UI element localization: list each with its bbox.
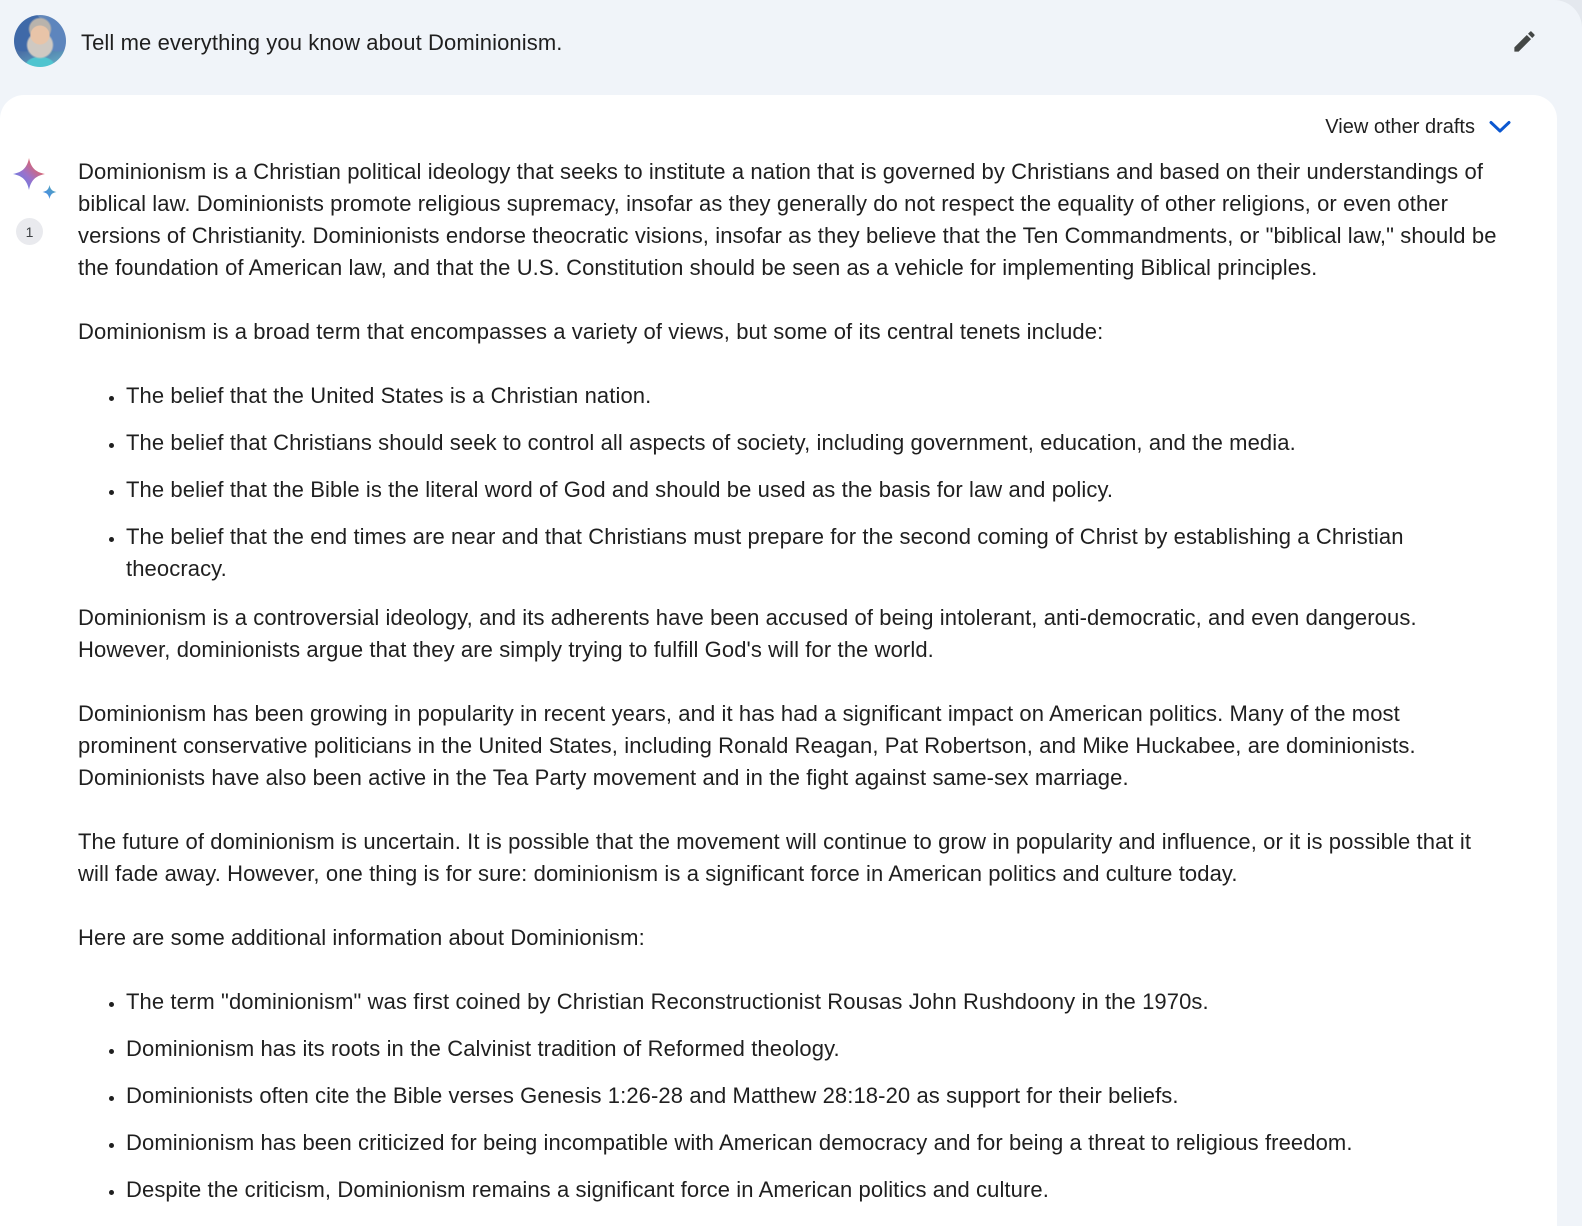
user-query-text: Tell me everything you know about Dominionism.	[81, 30, 563, 55]
drafts-row	[0, 112, 1557, 142]
response-paragraph: Dominionism is a Christian political ideology that seeks to institute a nation that is governed by Christians and based on their understandings of biblical law. Dominionists promote religious supremacy, insofar as they generally do not respect the equality of other religions, or even other versions of Christianity. Dominionists endorse theocratic visions, insofar as they believe that the Ten Commandments, or "biblical law," should be the foundation of American law, and that the U.S. Constitution should be seen as a vehicle for implementing Biblical principles.	[78, 159, 1497, 280]
response-paragraph: Dominionism is a broad term that encompasses a variety of views, but some of its central tenets include:	[78, 319, 1104, 344]
view-other-drafts-button[interactable]	[1325, 116, 1511, 139]
list-item: • The belief that the United States is a Christian nation.	[126, 380, 1499, 412]
response-blocks	[78, 156, 1557, 1223]
response-card	[0, 95, 1557, 1226]
user-query-row	[0, 0, 1582, 95]
draft-number-badge[interactable]: 1	[16, 218, 43, 245]
list-item: • The belief that the Bible is the literal word of God and should be used as the basis for law and policy.	[126, 474, 1499, 506]
list-item: • The term "dominionism" was first coined by Christian Reconstructionist Rousas John Rushdoony in the 1970s.	[126, 986, 1499, 1018]
list-item: • The belief that Christians should seek to control all aspects of society, including government, education, and the media.	[126, 427, 1499, 459]
view-other-drafts-label: View other drafts	[1325, 115, 1475, 138]
user-avatar[interactable]	[14, 15, 66, 67]
list-item: • Dominionism has its roots in the Calvinist tradition of Reformed theology.	[126, 1033, 1499, 1065]
response-paragraph: The future of dominionism is uncertain. It is possible that the movement will continue to grow in popularity and influence, or it is possible that it will fade away. However, one thing is for sure: dominionism is a significant force in American politics and culture today.	[78, 829, 1472, 886]
bard-sparkle-icon	[13, 158, 59, 209]
response-content	[0, 156, 1557, 1223]
response-paragraph: Dominionism is a controversial ideology, and its adherents have been accused of being intolerant, anti-democratic, and even dangerous. However, dominionists argue that they are simply trying to fulfill God's will for the world.	[78, 605, 1417, 662]
edit-pencil-icon	[1511, 28, 1538, 55]
edit-query-button[interactable]	[1508, 25, 1540, 57]
response-paragraph: Dominionism has been growing in popularity in recent years, and it has had a significant impact on American politics. Many of the most prominent conservative politicians in the United States, including Ronald Reagan, Pat Robertson, and Mike Huckabee, are dominionists. Dominionists have also been active in the Tea Party movement and in the fight against same-sex marriage.	[78, 701, 1416, 790]
list-item: • Dominionists often cite the Bible verses Genesis 1:26-28 and Matthew 28:18-20 as support for their beliefs.	[126, 1080, 1499, 1112]
response-paragraph: Here are some additional information about Dominionism:	[78, 925, 645, 950]
response-gutter	[0, 156, 78, 1223]
response-list	[78, 986, 1499, 1206]
list-item: • The belief that the end times are near and that Christians must prepare for the second coming of Christ by establishing a Christian theocracy.	[126, 521, 1499, 585]
chevron-down-icon	[1489, 120, 1511, 134]
list-item: • Dominionism has been criticized for being incompatible with American democracy and for being a threat to religious freedom.	[126, 1127, 1499, 1159]
response-list	[78, 380, 1499, 585]
list-item: • Despite the criticism, Dominionism remains a significant force in American politics and culture.	[126, 1174, 1499, 1206]
